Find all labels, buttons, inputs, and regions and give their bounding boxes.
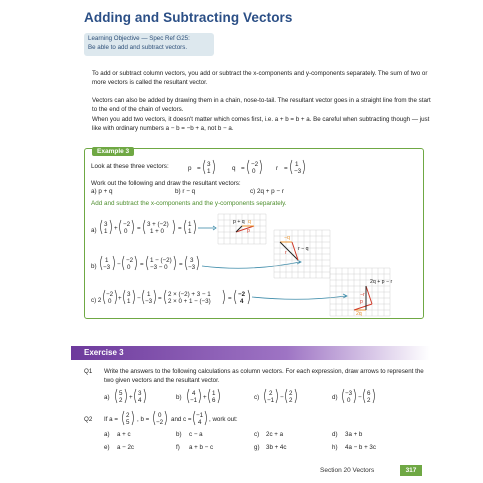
q1-text: Write the answers to the following calculations as column vectors. For each expression, draw arrows to represent the two given vectors and the resultant vector.	[104, 368, 424, 384]
svg-text:1: 1	[212, 390, 216, 397]
intro-paragraph-3: When you add two vectors, it doesn't matter which comes first, i.e. a + b = b + a. Be careful when subtracting though — just like with ordinary numbers a − b = −b + a, not b − a.	[92, 116, 430, 132]
svg-text:1: 1	[104, 228, 108, 235]
objective-heading: Learning Objective — Spec Ref G25:	[88, 35, 190, 42]
vec-q-name: q	[232, 165, 236, 172]
svg-text:2c + a: 2c + a	[266, 431, 284, 438]
svg-text:=: =	[179, 261, 183, 268]
svg-text:1: 1	[105, 257, 109, 264]
svg-text:−1: −1	[190, 397, 198, 404]
q2-number: Q2	[84, 416, 93, 423]
svg-text:=: =	[158, 295, 162, 302]
svg-text:4a − b + 3c: 4a − b + 3c	[345, 444, 376, 451]
svg-text:2q: 2q	[356, 311, 362, 317]
svg-text:1: 1	[147, 291, 151, 298]
svg-text:a): a)	[104, 394, 110, 401]
svg-text:−3 − 0: −3 − 0	[150, 264, 168, 271]
svg-text:6: 6	[367, 390, 371, 397]
svg-text:3: 3	[190, 257, 194, 264]
objective-text: Be able to add and subtract vectors.	[88, 43, 188, 51]
svg-text:=: =	[178, 225, 182, 232]
svg-text:=: =	[284, 165, 288, 172]
svg-text:−r: −r	[360, 292, 365, 298]
svg-text:a + b − c: a + b − c	[189, 444, 214, 451]
svg-text:−: −	[117, 261, 121, 268]
svg-text:+: +	[114, 225, 118, 232]
svg-text:−3: −3	[103, 264, 111, 271]
example-tab: Example 3	[92, 147, 134, 156]
svg-text:f): f)	[176, 444, 180, 451]
svg-text:r − q: r − q	[298, 246, 309, 252]
example-part-a: a) p + q	[91, 188, 113, 195]
vec-p-top: 3	[207, 161, 211, 168]
q2-intro: If a =	[104, 416, 118, 423]
svg-text:−2: −2	[123, 221, 131, 228]
vec-r-name: r	[276, 165, 279, 172]
svg-text:+: +	[118, 295, 122, 302]
svg-text:3: 3	[104, 221, 108, 228]
svg-text:=: =	[241, 165, 245, 172]
svg-text:5: 5	[126, 419, 130, 426]
svg-text:−3: −3	[145, 298, 153, 305]
footer-page-number: 317	[400, 465, 422, 476]
svg-text:b): b)	[176, 394, 182, 401]
svg-text:2: 2	[289, 390, 293, 397]
svg-text:p: p	[360, 299, 363, 305]
example-part-c: c) 2q + p − r	[250, 188, 284, 195]
vec-q-top: −2	[251, 161, 259, 168]
footer-section: Section 20 Vectors	[320, 467, 375, 474]
svg-text:3: 3	[138, 390, 142, 397]
svg-text:=: =	[197, 165, 201, 172]
example-hint: Add and subtract the x-components and the y-components separately.	[91, 200, 287, 207]
example-task: Work out the following and draw the resultant vectors:	[91, 180, 241, 187]
svg-text:1 − (−2): 1 − (−2)	[150, 257, 172, 264]
vec-p-bottom: 1	[207, 168, 211, 175]
svg-text:, work out:: , work out:	[209, 416, 238, 423]
svg-text:+: +	[129, 394, 133, 401]
svg-text:2: 2	[126, 412, 130, 419]
svg-text:2: 2	[289, 397, 293, 404]
svg-text:a − 2c: a − 2c	[117, 444, 135, 451]
svg-text:3b + 4c: 3b + 4c	[266, 444, 287, 451]
svg-text:2 × (−2) + 3 − 1: 2 × (−2) + 3 − 1	[168, 291, 211, 298]
svg-text:p + q: p + q	[233, 219, 245, 225]
svg-text:1: 1	[127, 298, 131, 305]
exercise-title: Exercise 3	[84, 348, 124, 357]
svg-text:−: −	[137, 295, 141, 302]
svg-text:−3: −3	[345, 390, 353, 397]
svg-text:, b =: , b =	[137, 416, 150, 423]
svg-text:3a + b: 3a + b	[345, 431, 363, 438]
svg-text:0: 0	[158, 412, 162, 419]
svg-text:−2: −2	[156, 419, 164, 426]
svg-text:−q: −q	[284, 235, 290, 241]
svg-text:and c =: and c =	[171, 416, 192, 423]
svg-text:1: 1	[188, 228, 192, 235]
svg-text:q: q	[248, 219, 251, 225]
label-b: b)	[91, 263, 97, 270]
svg-text:c): c)	[254, 394, 260, 401]
svg-text:3: 3	[127, 291, 131, 298]
intro-paragraph-2: Vectors can also be added by drawing them in a chain, nose-to-tail. The resultant vector goes in a straight line from the start to the end of the chain of vectors.	[92, 97, 431, 113]
svg-text:0: 0	[124, 228, 128, 235]
svg-text:−2: −2	[126, 257, 134, 264]
svg-text:−1: −1	[196, 412, 204, 419]
svg-text:4: 4	[138, 397, 142, 404]
intro-paragraph-1: To add or subtract column vectors, you add or subtract the x-components and y-components separately. The sum of two or more vectors is called the resultant vector.	[92, 70, 428, 86]
svg-text:−: −	[358, 394, 362, 401]
svg-text:2q + p − r: 2q + p − r	[370, 279, 393, 285]
svg-text:p: p	[247, 228, 250, 234]
svg-text:a): a)	[104, 431, 110, 438]
svg-text:d): d)	[332, 394, 338, 401]
svg-text:h): h)	[332, 444, 338, 451]
svg-text:0: 0	[127, 264, 131, 271]
svg-text:−1: −1	[267, 397, 275, 404]
svg-text:r: r	[285, 250, 287, 256]
svg-text:2: 2	[119, 397, 123, 404]
svg-text:4: 4	[198, 419, 202, 426]
svg-text:−2: −2	[238, 291, 246, 298]
svg-text:−3: −3	[188, 264, 196, 271]
svg-text:3 + (−2): 3 + (−2)	[147, 221, 169, 228]
svg-text:−: −	[280, 394, 284, 401]
svg-text:4: 4	[192, 390, 196, 397]
svg-text:0: 0	[347, 397, 351, 404]
svg-text:2: 2	[269, 390, 273, 397]
svg-text:−2: −2	[106, 291, 114, 298]
label-c: c) 2	[91, 297, 102, 304]
q1-number: Q1	[84, 368, 93, 375]
svg-text:2 × 0 + 1 − (−3): 2 × 0 + 1 − (−3)	[168, 298, 211, 305]
svg-text:c): c)	[254, 431, 260, 438]
svg-text:c − a: c − a	[189, 431, 203, 438]
svg-text:a + c: a + c	[117, 431, 131, 438]
vec-r-bottom: −3	[294, 168, 302, 175]
vec-q-bottom: 0	[252, 168, 256, 175]
label-a: a)	[91, 227, 97, 234]
svg-text:b): b)	[176, 431, 182, 438]
vec-r-top: 1	[295, 161, 299, 168]
svg-text:=: =	[228, 295, 232, 302]
svg-text:e): e)	[104, 444, 110, 451]
svg-text:2: 2	[367, 397, 371, 404]
page-title: Adding and Subtracting Vectors	[84, 10, 293, 25]
svg-text:0: 0	[108, 298, 112, 305]
svg-text:g): g)	[254, 444, 260, 451]
example-intro: Look at these three vectors:	[91, 163, 169, 170]
svg-text:5: 5	[119, 390, 123, 397]
svg-text:1 + 0: 1 + 0	[150, 228, 164, 235]
svg-text:=: =	[140, 261, 144, 268]
svg-text:=: =	[137, 225, 141, 232]
svg-text:1: 1	[188, 221, 192, 228]
vec-p-name: p	[188, 165, 192, 172]
svg-text:+: +	[203, 394, 207, 401]
svg-text:d): d)	[332, 431, 338, 438]
svg-text:4: 4	[240, 298, 244, 305]
svg-text:6: 6	[212, 397, 216, 404]
example-part-b: b) r − q	[175, 188, 196, 195]
